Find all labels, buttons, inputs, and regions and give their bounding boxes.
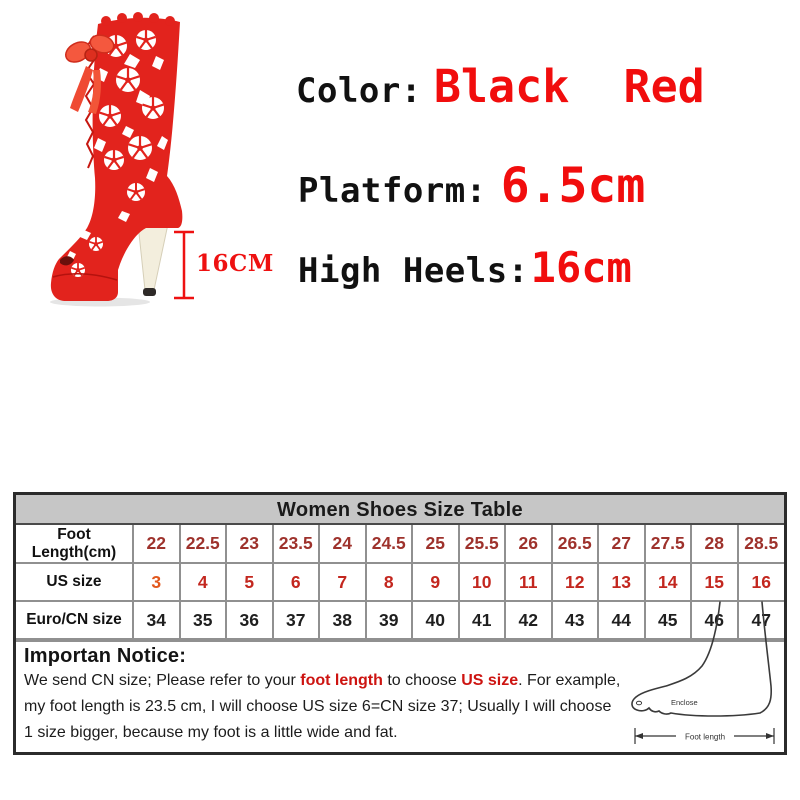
size-cell: 26.5	[552, 525, 599, 563]
size-cell: 34	[133, 601, 180, 639]
size-cell: 6	[273, 563, 320, 601]
size-table	[13, 492, 787, 755]
spec-color-label: Color:	[296, 71, 422, 111]
size-cell: 25	[412, 525, 459, 563]
size-cell: 44	[598, 601, 645, 639]
size-cell: 5	[226, 563, 273, 601]
size-cell: 23.5	[273, 525, 320, 563]
size-cell: 7	[319, 563, 366, 601]
size-cell: 16	[738, 563, 785, 601]
enclose-label: Enclose	[671, 698, 698, 707]
size-cell: 25.5	[459, 525, 506, 563]
boot-photo	[38, 8, 273, 310]
size-cell: 3	[133, 563, 180, 601]
size-cell: 24	[319, 525, 366, 563]
spec-heels-value: 16cm	[530, 243, 632, 292]
size-cell: 24.5	[366, 525, 413, 563]
size-cell: 38	[319, 601, 366, 639]
notice-line1-mid: to choose	[382, 672, 462, 689]
size-cell: 40	[412, 601, 459, 639]
spec-heels	[298, 243, 632, 292]
size-cell: 11	[505, 563, 552, 601]
notice-line-3: 1 size bigger, because my foot is a little wide and fat.	[24, 724, 398, 741]
heel-height-label: 16CM	[196, 250, 274, 277]
size-cell: 9	[412, 563, 459, 601]
notice-heading: Importan Notice:	[24, 645, 187, 667]
size-cell: 36	[226, 601, 273, 639]
size-cell: 47	[738, 601, 785, 639]
row-foot-length	[16, 525, 784, 563]
size-cell: 41	[459, 601, 506, 639]
notice-line1-us-size: US size	[461, 672, 519, 689]
size-cell: 23	[226, 525, 273, 563]
size-cell: 28	[691, 525, 738, 563]
size-cell: 45	[645, 601, 692, 639]
size-cell: 12	[552, 563, 599, 601]
size-cell: 39	[366, 601, 413, 639]
size-cell: 43	[552, 601, 599, 639]
row-foot-length-label: Foot Length(cm)	[16, 525, 133, 563]
spec-platform-value: 6.5cm	[500, 158, 646, 214]
size-cell: 4	[180, 563, 227, 601]
size-cell: 46	[691, 601, 738, 639]
size-cell: 15	[691, 563, 738, 601]
notice-line1-pre: We send CN size; Please refer to your	[24, 672, 301, 689]
size-cell: 8	[366, 563, 413, 601]
size-cell: 35	[180, 601, 227, 639]
size-cell: 22.5	[180, 525, 227, 563]
size-cell: 13	[598, 563, 645, 601]
size-cell: 14	[645, 563, 692, 601]
spec-platform-label: Platform:	[298, 171, 487, 211]
size-cell: 37	[273, 601, 320, 639]
size-table-title: Women Shoes Size Table	[16, 495, 784, 525]
size-cell: 42	[505, 601, 552, 639]
notice-section	[16, 640, 784, 752]
row-euro-cn-size-label: Euro/CN size	[16, 601, 133, 639]
row-us-size	[16, 563, 784, 601]
size-cell: 27	[598, 525, 645, 563]
size-grid	[16, 525, 784, 640]
spec-color	[296, 60, 705, 113]
row-us-size-label: US size	[16, 563, 133, 601]
stiletto-heel	[138, 224, 168, 296]
size-cell: 28.5	[738, 525, 785, 563]
spec-platform	[298, 158, 645, 214]
notice-line1-post: . For example,	[518, 672, 621, 689]
size-cell: 22	[133, 525, 180, 563]
spec-heels-label: High Heels:	[298, 251, 529, 291]
boot-illustration	[38, 8, 273, 310]
notice-line-1	[24, 668, 784, 694]
size-cell: 27.5	[645, 525, 692, 563]
size-cell: 10	[459, 563, 506, 601]
spec-color-value: Black Red	[433, 60, 705, 113]
foot-length-label: Foot length	[684, 732, 726, 742]
heel-height-marker	[174, 232, 194, 298]
notice-line-2: my foot length is 23.5 cm, I will choose US size 6=CN size 37; Usually I will choose	[24, 698, 612, 715]
row-euro-cn-size	[16, 601, 784, 639]
size-cell: 26	[505, 525, 552, 563]
notice-line1-foot-length: foot length	[300, 672, 383, 689]
